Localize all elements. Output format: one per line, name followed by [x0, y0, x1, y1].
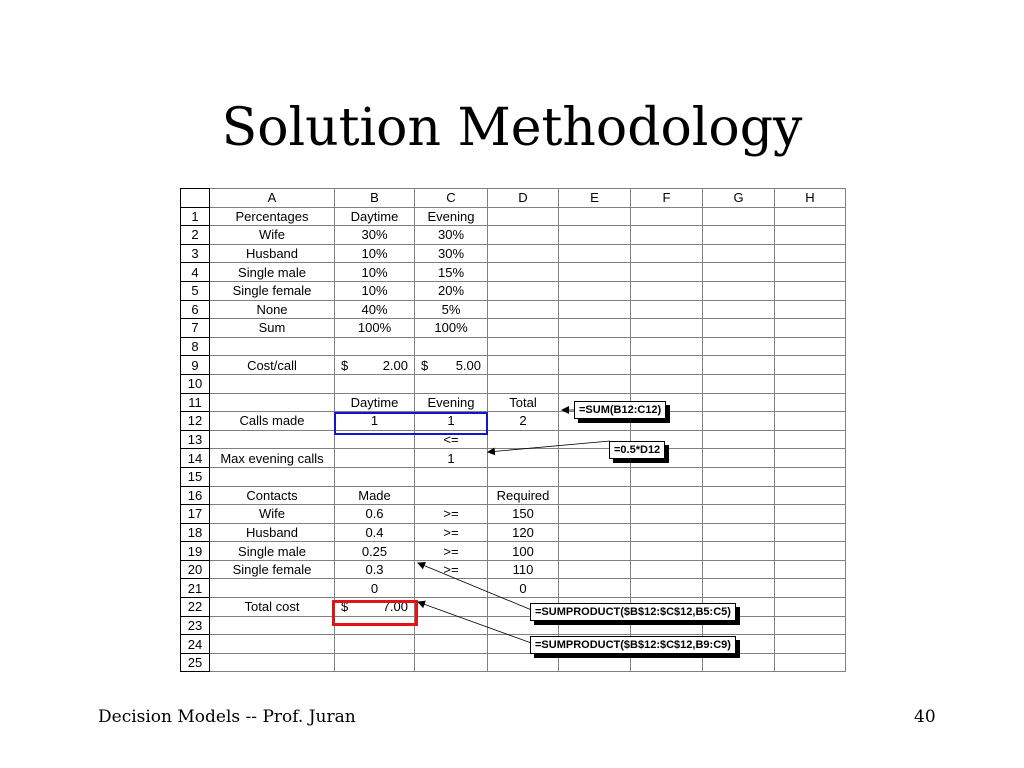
cell-b: 0.3 — [335, 560, 415, 579]
cell-d: 150 — [488, 505, 559, 524]
column-header-e: E — [559, 189, 631, 208]
cell-c: >= — [415, 560, 488, 579]
callout-half: =0.5*D12 — [609, 441, 665, 459]
cell-b: 30% — [335, 226, 415, 245]
cell-c: 20% — [415, 281, 488, 300]
column-header-h: H — [775, 189, 846, 208]
slide-title: Solution Methodology — [221, 98, 803, 158]
cell-b: 10% — [335, 263, 415, 282]
column-header-g: G — [703, 189, 775, 208]
cell-d: Total — [488, 393, 559, 412]
row-number: 10 — [181, 374, 210, 393]
cell-c: Evening — [415, 207, 488, 226]
row-number: 17 — [181, 505, 210, 524]
row-number: 4 — [181, 263, 210, 282]
row-number: 16 — [181, 486, 210, 505]
cell-a: Total cost — [210, 598, 335, 617]
cell-b: 100% — [335, 319, 415, 338]
row-number: 20 — [181, 560, 210, 579]
cell-b: 1 — [335, 412, 415, 431]
cell-c: 1 — [415, 449, 488, 468]
row-number: 9 — [181, 356, 210, 375]
cell-c: >= — [415, 523, 488, 542]
cell-b: Daytime — [335, 207, 415, 226]
row-number: 11 — [181, 393, 210, 412]
cell-d: 110 — [488, 560, 559, 579]
currency-value: 5.00 — [455, 357, 481, 373]
cell-b: Made — [335, 486, 415, 505]
cell-c: 1 — [415, 412, 488, 431]
callout-sumproduct-cost: =SUMPRODUCT($B$12:$C$12,B9:C9) — [530, 636, 736, 654]
cell-a: Calls made — [210, 412, 335, 431]
cell-b: Daytime — [335, 393, 415, 412]
cell-a: Wife — [210, 226, 335, 245]
currency-value: 7.00 — [382, 599, 408, 615]
cell-a: Single female — [210, 560, 335, 579]
cell-b: 0.4 — [335, 523, 415, 542]
row-number: 24 — [181, 635, 210, 654]
row-number: 25 — [181, 653, 210, 672]
cell-a: Single male — [210, 542, 335, 561]
row-number: 7 — [181, 319, 210, 338]
row-number: 12 — [181, 412, 210, 431]
row-number: 5 — [181, 281, 210, 300]
cell-d: Required — [488, 486, 559, 505]
cell-c: >= — [415, 542, 488, 561]
currency-symbol: $ — [421, 357, 429, 373]
cell-d: 100 — [488, 542, 559, 561]
row-number: 19 — [181, 542, 210, 561]
column-header-c: C — [415, 189, 488, 208]
arrow-half — [488, 441, 610, 452]
currency-symbol: $ — [341, 357, 349, 373]
cell-c: 5% — [415, 300, 488, 319]
row-number: 8 — [181, 337, 210, 356]
cell-a: None — [210, 300, 335, 319]
column-header-f: F — [631, 189, 703, 208]
cell-c: 15% — [415, 263, 488, 282]
cell-a: Single female — [210, 281, 335, 300]
callout-sum: =SUM(B12:C12) — [574, 401, 666, 419]
column-header-d: D — [488, 189, 559, 208]
row-number: 6 — [181, 300, 210, 319]
cell-a: Max evening calls — [210, 449, 335, 468]
cell-b: 0 — [335, 579, 415, 598]
arrow-sumproduct-contacts — [418, 563, 534, 611]
cell-b: 10% — [335, 281, 415, 300]
cell-a: Contacts — [210, 486, 335, 505]
cell-b: 0.6 — [335, 505, 415, 524]
row-number: 13 — [181, 430, 210, 449]
row-number: 21 — [181, 579, 210, 598]
row-number: 2 — [181, 226, 210, 245]
cell-a: Husband — [210, 244, 335, 263]
row-number: 14 — [181, 449, 210, 468]
row-number: 18 — [181, 523, 210, 542]
cell-d: 2 — [488, 412, 559, 431]
cell-b: 40% — [335, 300, 415, 319]
cell-c: Evening — [415, 393, 488, 412]
callout-sumproduct-contacts: =SUMPRODUCT($B$12:$C$12,B5:C5) — [530, 603, 736, 621]
row-number: 1 — [181, 207, 210, 226]
cell-d: 0 — [488, 579, 559, 598]
footer-text: Decision Models -- Prof. Juran — [98, 707, 356, 727]
row-number: 23 — [181, 616, 210, 635]
cell-a: Cost/call — [210, 356, 335, 375]
column-header-b: B — [335, 189, 415, 208]
cell-c: <= — [415, 430, 488, 449]
cell-a: Sum — [210, 319, 335, 338]
arrow-sumproduct-cost — [418, 602, 534, 644]
cell-a: Percentages — [210, 207, 335, 226]
cell-c: 100% — [415, 319, 488, 338]
cell-a: Single male — [210, 263, 335, 282]
cell-d: 120 — [488, 523, 559, 542]
column-header-a: A — [210, 189, 335, 208]
row-number: 3 — [181, 244, 210, 263]
currency-symbol: $ — [341, 599, 349, 615]
row-number: 15 — [181, 467, 210, 486]
cell-c: >= — [415, 505, 488, 524]
cell-a: Husband — [210, 523, 335, 542]
cell-b: 0.25 — [335, 542, 415, 561]
currency-value: 2.00 — [382, 357, 408, 373]
cell-c: 30% — [415, 226, 488, 245]
cell-c: 30% — [415, 244, 488, 263]
cell-a: Wife — [210, 505, 335, 524]
cell-b: 10% — [335, 244, 415, 263]
page-number: 40 — [914, 707, 936, 727]
row-number: 22 — [181, 598, 210, 617]
